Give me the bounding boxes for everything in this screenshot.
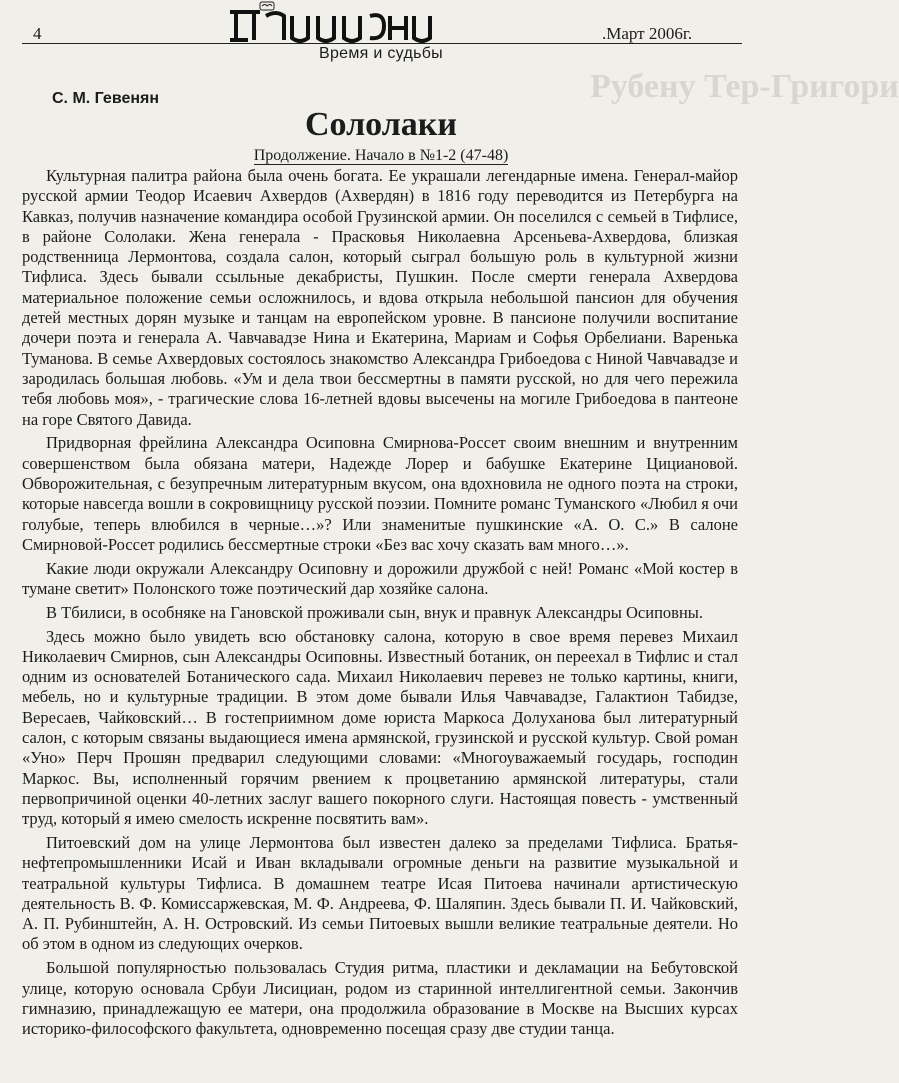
page-header [0, 0, 762, 50]
paragraph: Придворная фрейлина Александра Осиповна Смирнова-Россет своим внешним и внутренним совершенством была обязана матери, Надежде Лорер и бабушке Екатерине Цициановой. Обворожительная, с безупречным литературным вкусом, она вдохновила не одного поэта на строки, которые навсегда вошли в сокровищницу русской поэзии. Помните романс Туманского «Любил я очи голубые, теперь влюбился в черные…»? Или знаменитые пушкинские «А. О. С.» В салоне Смирновой-Россет родились бессмертные строки «Без вас хочу сказать вам много…». [22, 433, 738, 554]
newspaper-logo [222, 2, 444, 44]
paragraph: Большой популярностью пользовалась Студия ритма, пластики и декламации на Бебутовской улице, которую основала Србуи Лисициан, родом из старинной интеллигентной семьи. Закончив гимназию, принадлежащую ее матери, она продолжила образование в Москве на Высших курсах историко-философского факультета, одновременно посещая сразу две студии танца. [22, 958, 738, 1039]
paragraph: В Тбилиси, в особняке на Гановской проживали сын, внук и правнук Александры Осиповны. [46, 602, 703, 622]
article-subtitle-text: Продолжение. Начало в №1-2 (47-48) [253, 147, 509, 164]
article-title: Сололаки [305, 106, 457, 143]
paragraph: Здесь можно было увидеть всю обстановку салона, которую в свое время перевез Михаил Николаевич Смирнов, сын Александры Осиповны. Известный ботаник, он переехал в Тифлис и стал одним из основателей Ботанического сада. Михаил Николаевич перевез не только картины, книги, мебель, но и культурные традиции. В этом доме бывали Илья Чавчавадзе, Галактион Табидзе, Вересаев, Чайковский… В гостеприимном доме юриста Маркоса Долуханова был литературный салон, с которым связаны выдающиеся имена армянской, грузинской и русской культур. Свой роман «Уно» Перч Прошян предварил следующими словами: «Многоуважаемый государь, господин Маркос. Вы, исполненный горячим рвением к процветанию армянской литературы, стали первопричиной оценки 40-летних заслуг вашего покорного слуги. Настоящая повесть - умственный труд, который я имею смелость искренне посвятить вам». [22, 626, 738, 829]
paragraph: Какие люди окружали Александру Осиповну и дорожили дружбой с ней! Романс «Мой костер в тумане светит» Полонского тоже поэтический дар хозяйке салона. [22, 558, 738, 598]
section-title: Время и судьбы [319, 45, 443, 62]
paragraph: Питоевский дом на улице Лермонтова был известен далеко за пределами Тифлиса. Братья-нефтепромышленники Исай и Иван вкладывали огромные деньги на развитие музыкальной и театральной культуры Тифлиса. В домашнем театре Исая Питоева начинали артистическую деятельность В. Ф. Комиссаржевская, М. Ф. Андреева, Ф. Шаляпин. Здесь бывали П. И. Чайковский, А. П. Рубинштейн, А. Н. Островский. Из семьи Питоевых вышли великие театральные деятели. Но об этом в одном из следующих очерков. [22, 833, 738, 954]
header-rule [22, 43, 742, 44]
page-number: 4 [33, 24, 42, 43]
article-subtitle [0, 147, 762, 165]
article-author: С. М. Гевенян [52, 90, 160, 107]
issue-date: .Март 2006г. [602, 24, 693, 43]
bleed-through-text: Рубену Тер-Григори [590, 68, 899, 105]
article-body [22, 166, 738, 1043]
paragraph: Культурная палитра района была очень богата. Ее украшали легендарные имена. Генерал-майор русской армии Теодор Исаевич Ахвердов (Ахвердян) в 1816 году переводится из Петербурга на Кавказ, получив назначение командира особой Грузинской армии. Он поселился с семьей в Тифлисе, в районе Сололаки. Жена генерала - Прасковья Николаевна Арсеньева-Ахвердова, близкая родственница Лермонтова, создала салон, который сыграл большую роль в культурной жизни Тифлиса. Здесь бывали ссыльные декабристы, Пушкин. После смерти генерала Ахвердова материальное положение семьи осложнилось, и вдова открыла небольшой пансион для обучения детей местных дорян музыке и танцам на европейском уровне. В пансионе получили воспитание дочери поэта и генерала А. Чавчавадзе Нина и Екатерина, Мариам и Софья Орбелиани. Варенька Туманова. В семье Ахвердовых состоялось знакомство Александра Грибоедова с Ниной Чавчавадзе и зародилась большая любовь. «Ум и дела твои бессмертны в памяти русской, но для чего пережила тебя любовь моя», - трагические слова 16-летней вдовы высечены на могиле Грибоедова в пантеоне на горе Святого Давида. [22, 166, 738, 429]
